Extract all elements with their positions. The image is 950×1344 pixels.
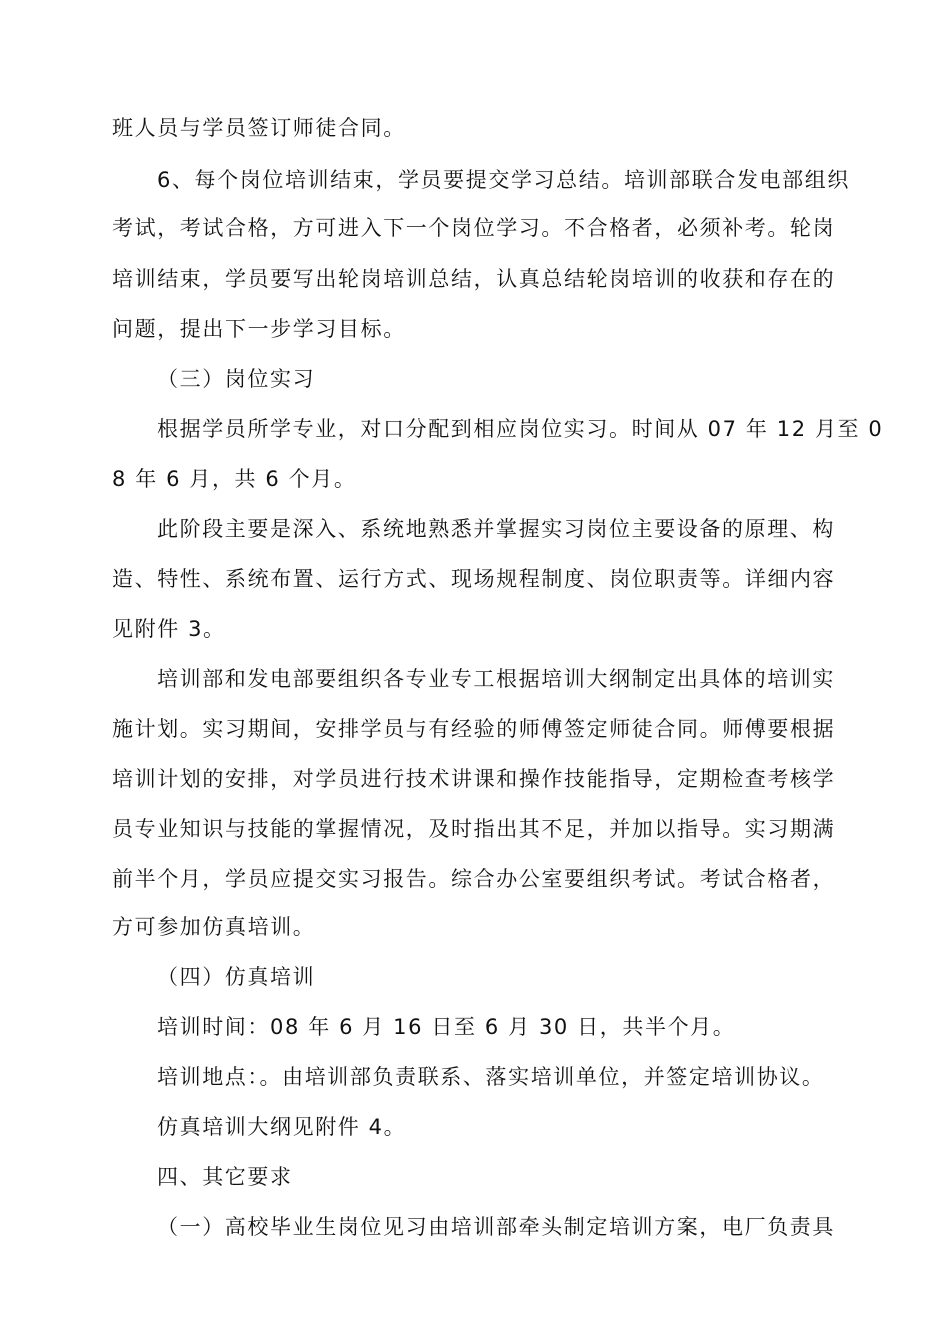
text-line: 施计划。实习期间，安排学员与有经验的师傅签定师徒合同。师傅要根据	[112, 717, 836, 741]
text-line: 根据学员所学专业，对口分配到相应岗位实习。时间从 07 年 12 月至 0	[157, 417, 884, 441]
text-line: 培训地点：。由培训部负责联系、落实培训单位，并签定培训协议。	[157, 1065, 825, 1089]
text-line: 前半个月，学员应提交实习报告。综合办公室要组织考试。考试合格者，	[112, 867, 836, 891]
text-line: 此阶段主要是深入、系统地熟悉并掌握实习岗位主要设备的原理、构	[157, 517, 835, 541]
text-line: 6、每个岗位培训结束，学员要提交学习总结。培训部联合发电部组织	[157, 168, 850, 192]
text-line: 培训结束，学员要写出轮岗培训总结，认真总结轮岗培训的收获和存在的	[112, 267, 836, 291]
text-line: 员专业知识与技能的掌握情况，及时指出其不足，并加以指导。实习期满	[112, 817, 836, 841]
text-line: 培训计划的安排，对学员进行技术讲课和操作技能指导，定期检查考核学	[112, 767, 836, 791]
text-line: 考试，考试合格，方可进入下一个岗位学习。不合格者，必须补考。轮岗	[112, 216, 836, 240]
text-line: 仿真培训大纲见附件 4。	[157, 1115, 407, 1139]
text-line: 培训时间：08 年 6 月 16 日至 6 月 30 日，共半个月。	[157, 1015, 736, 1039]
text-line: 班人员与学员签订师徒合同。	[112, 116, 406, 140]
text-line: 8 年 6 月，共 6 个月。	[112, 467, 357, 491]
text-line: （一）高校毕业生岗位见习由培训部牵头制定培训方案，电厂负责具	[157, 1215, 835, 1239]
text-line: 见附件 3。	[112, 617, 226, 641]
section-heading: （三）岗位实习	[157, 367, 316, 391]
section-heading: （四）仿真培训	[157, 965, 316, 989]
text-line: 造、特性、系统布置、运行方式、现场规程制度、岗位职责等。详细内容	[112, 567, 836, 591]
text-line: 问题，提出下一步学习目标。	[112, 317, 406, 341]
text-line: 培训部和发电部要组织各专业专工根据培训大纲制定出具体的培训实	[157, 667, 835, 691]
section-heading: 四、其它要求	[157, 1165, 293, 1189]
text-line: 方可参加仿真培训。	[112, 915, 316, 939]
